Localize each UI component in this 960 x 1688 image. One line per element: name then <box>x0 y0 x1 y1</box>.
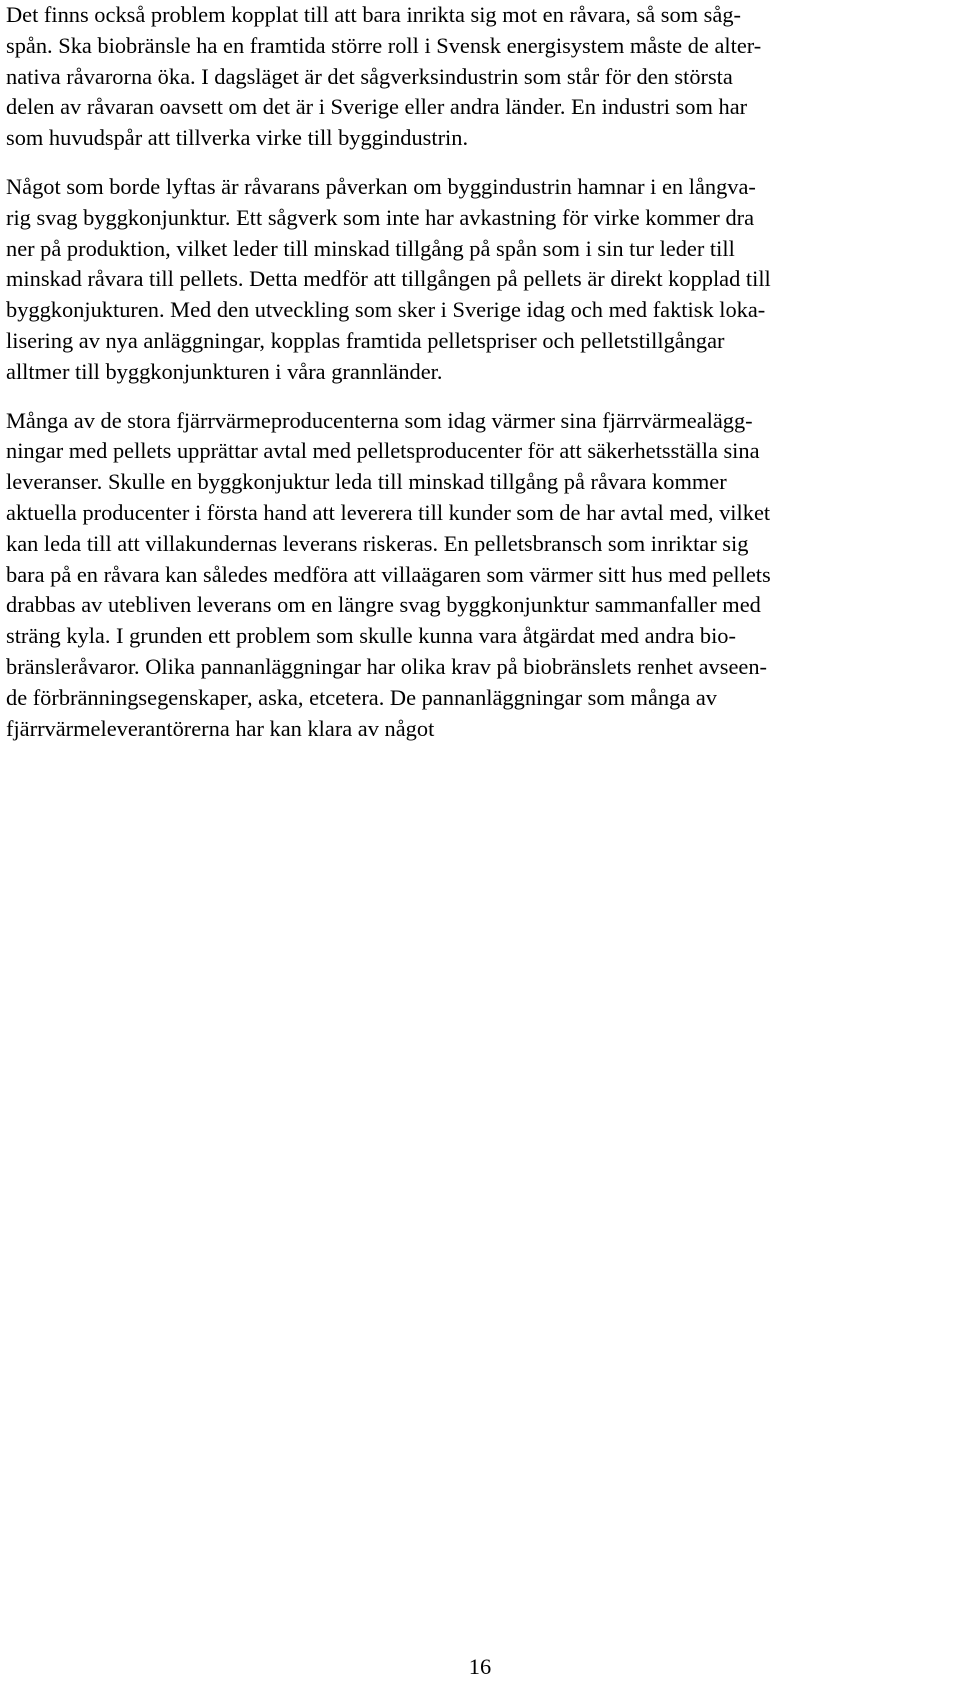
text-line: som huvudspår att tillverka virke till byggindustrin. <box>6 125 469 151</box>
paragraph-spacer <box>6 388 952 406</box>
text-line: kan leda till att villakundernas leverans riskeras. En pelletsbransch som inriktar sig <box>6 530 749 556</box>
text-line: drabbas av utebliven leverans om en längre svag byggkonjunktur sammanfaller med <box>6 592 761 618</box>
paragraph-2 <box>6 172 952 388</box>
text-line: byggkonjukturen. Med den utveckling som sker i Sverige idag och med faktisk loka- <box>6 297 766 323</box>
page-number: 16 <box>468 1654 492 1679</box>
body-text <box>6 0 952 744</box>
paragraph-spacer <box>6 154 952 172</box>
text-line: ner på produktion, vilket leder till minskad tillgång på spån som i sin tur leder till <box>6 235 735 261</box>
text-line: rig svag byggkonjunktur. Ett sågverk som inte har avkastning för virke kommer dra <box>6 204 755 230</box>
text-line: minskad råvara till pellets. Detta medför att tillgången på pellets är direkt kopplad till <box>6 266 771 292</box>
text-line: Det finns också problem kopplat till att bara inrikta sig mot en råvara, så som såg- <box>6 2 741 27</box>
paragraph-1 <box>6 0 952 154</box>
text-line: spån. Ska biobränsle ha en framtida större roll i Svensk energisystem måste de alter- <box>6 32 762 58</box>
paragraph-3 <box>6 406 952 745</box>
text-line: de förbränningsegenskaper, aska, etcetera. De pannanläggningar som många av <box>6 684 717 710</box>
text-line: Många av de stora fjärrvärmeproducenterna som idag värmer sina fjärrvärmealägg- <box>6 407 753 433</box>
text-line: fjärrvärmeleverantörerna har kan klara av något <box>6 715 435 741</box>
text-line: leveranser. Skulle en byggkonjuktur leda till minskad tillgång på råvara kommer <box>6 469 727 495</box>
text-line: bränsleråvaror. Olika pannanläggningar har olika krav på biobränslets renhet avseen- <box>6 653 767 679</box>
text-line: Något som borde lyftas är råvarans påverkan om byggindustrin hamnar i en långva- <box>6 173 756 199</box>
text-line: nativa råvarorna öka. I dagsläget är det sågverksindustrin som står för den största <box>6 63 733 89</box>
text-line: ningar med pellets upprättar avtal med pelletsproducenter för att säkerhetsställa sina <box>6 438 760 464</box>
text-line: aktuella producenter i första hand att leverera till kunder som de har avtal med, vilket <box>6 499 771 525</box>
text-line: alltmer till byggkonjunkturen i våra grannländer. <box>6 358 443 384</box>
text-line: sträng kyla. I grunden ett problem som skulle kunna vara åtgärdat med andra bio- <box>6 623 736 649</box>
text-line: lisering av nya anläggningar, kopplas framtida pelletspriser och pelletstillgångar <box>6 327 725 353</box>
text-line: delen av råvaran oavsett om det är i Sverige eller andra länder. En industri som har <box>6 94 748 120</box>
text-line: bara på en råvara kan således medföra att villaägaren som värmer sitt hus med pellets <box>6 561 771 587</box>
